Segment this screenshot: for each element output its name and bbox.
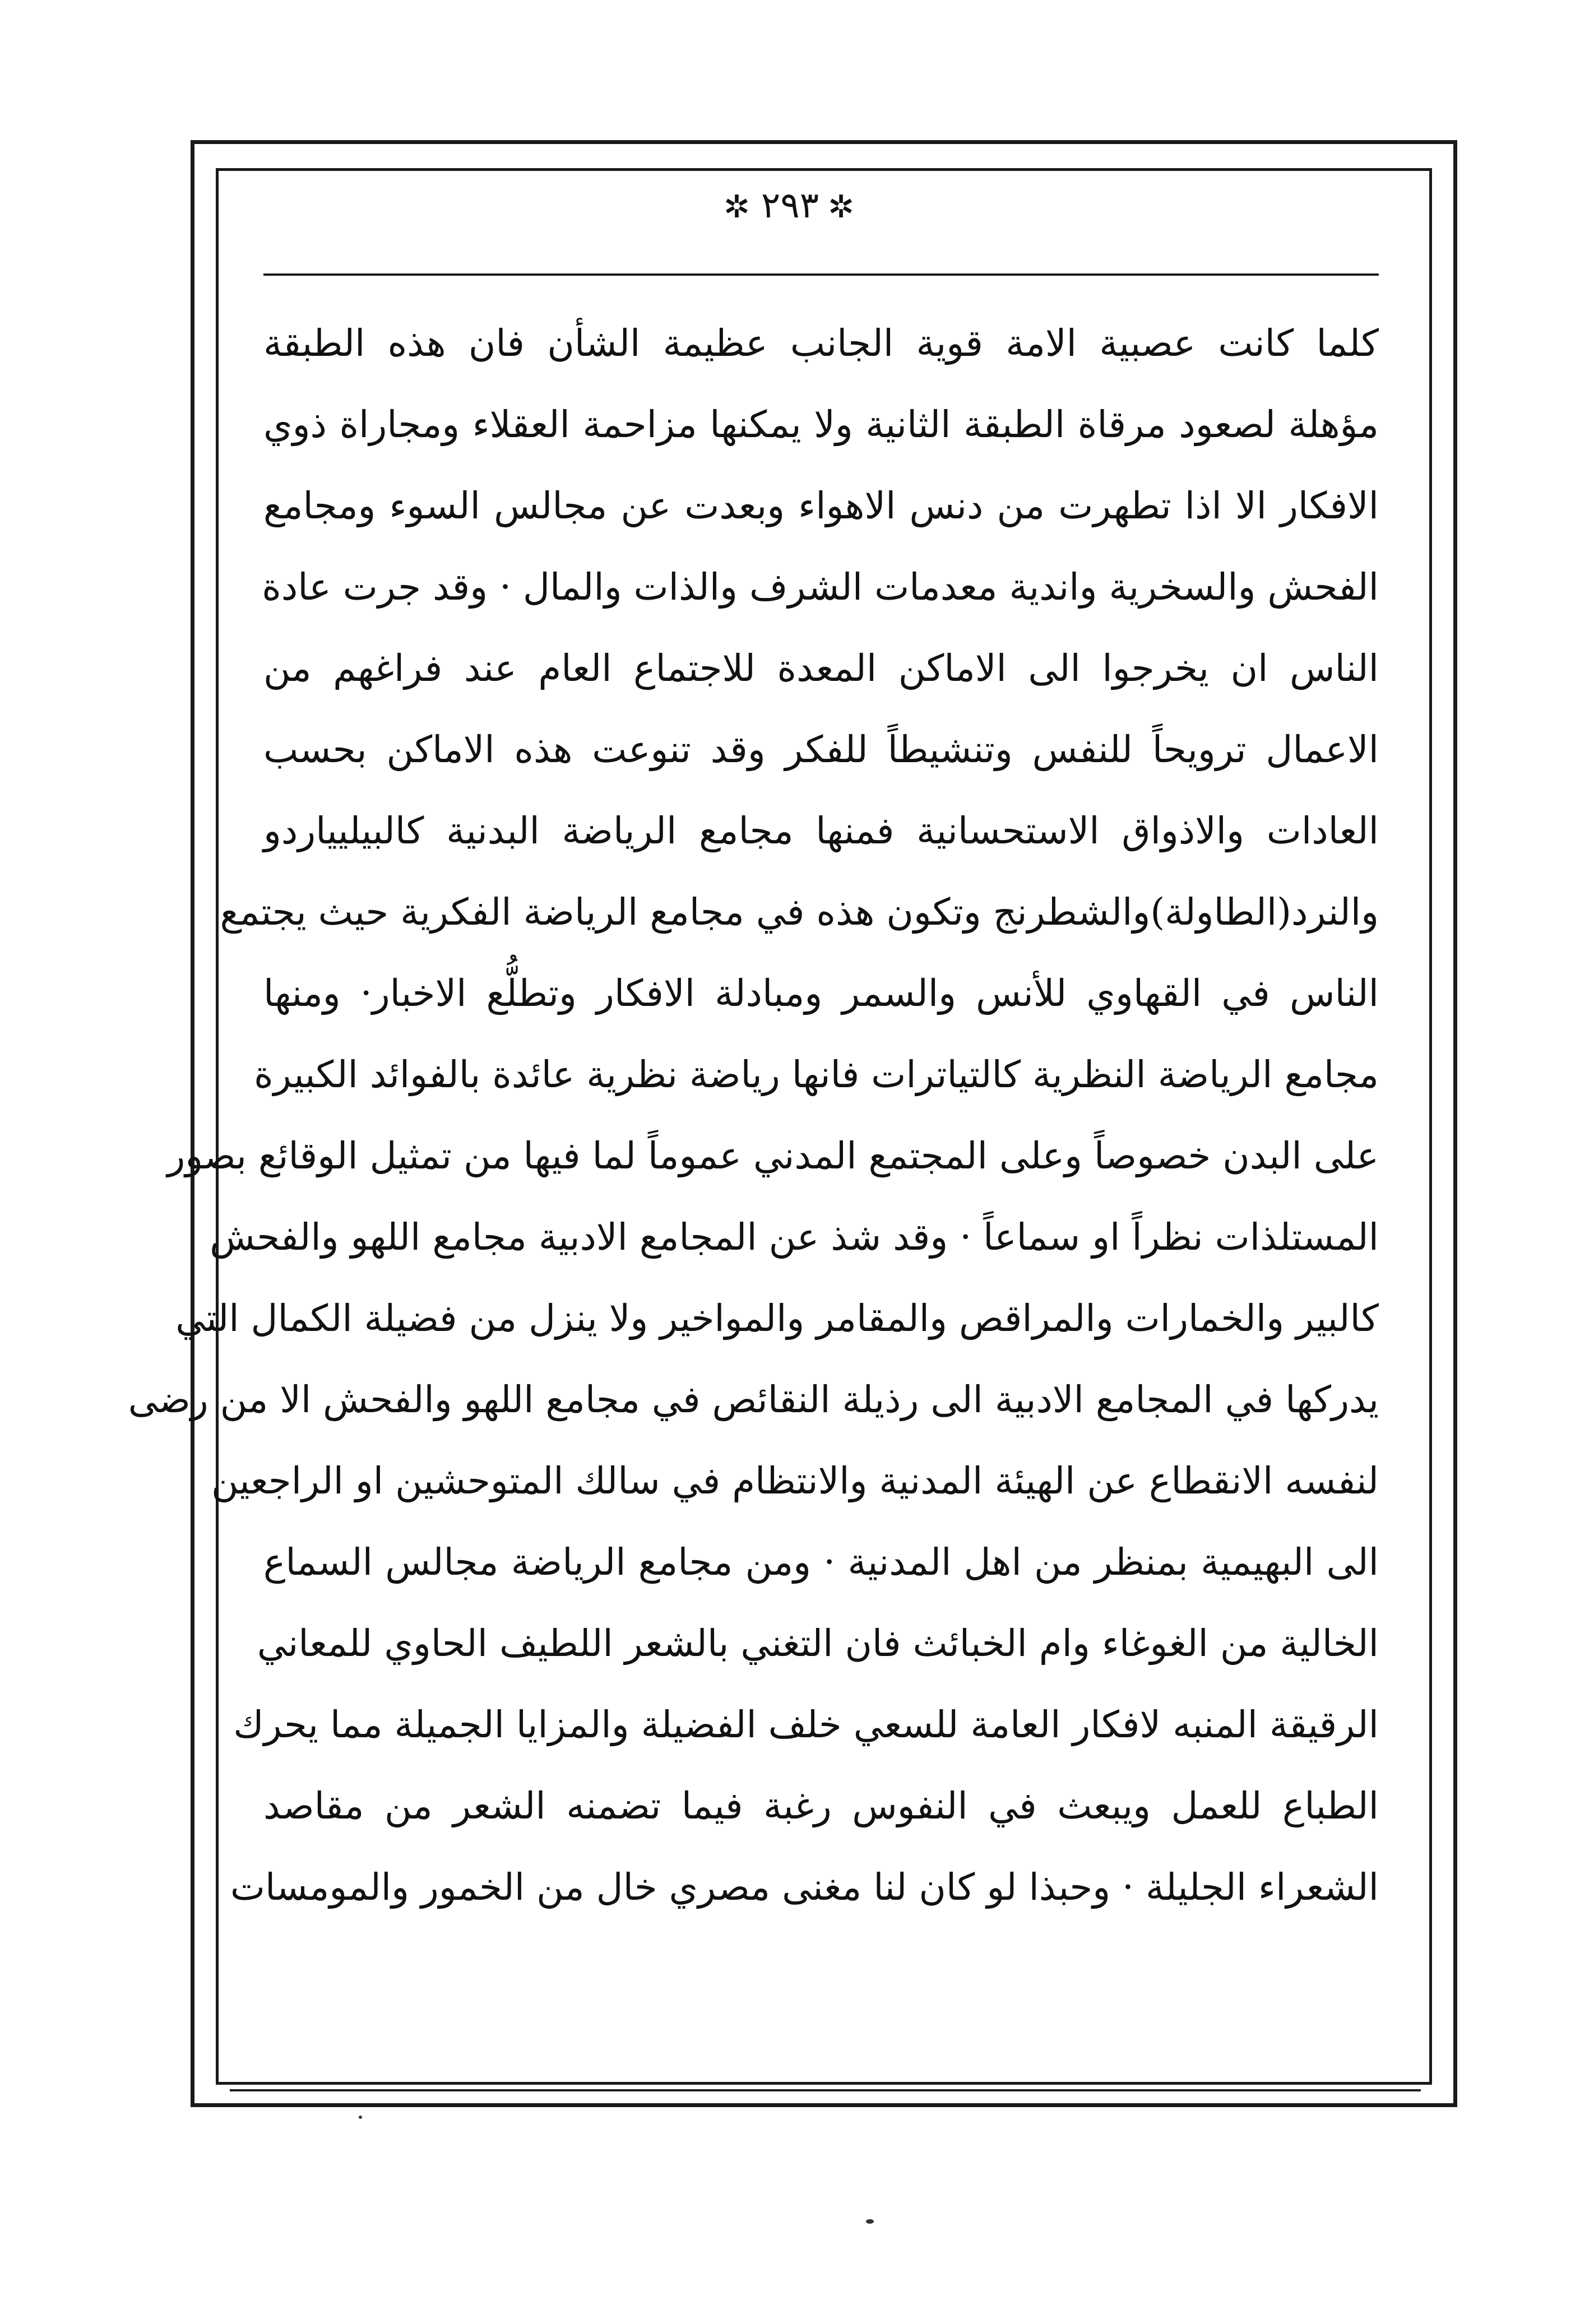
bottom-rule <box>230 2089 1421 2091</box>
text-line: كالبير والخمارات والمراقص والمقامر والمواخير ولا ينزل من فضيلة الكمال التي <box>175 1297 1379 1340</box>
text-line: الافكار الا اذا تطهرت من دنس الاهواء وبعدت عن مجالس السوء ومجامع <box>263 484 1379 527</box>
scan-speck <box>866 2219 874 2224</box>
text-line: الفحش والسخرية واندية معدمات الشرف والذات والمال · وقد جرت عادة <box>262 565 1379 609</box>
text-line: لنفسه الانقطاع عن الهيئة المدنية والانتظام في سالك المتوحشين او الراجعين <box>211 1459 1379 1502</box>
text-line: على البدن خصوصاً وعلى المجتمع المدني عموماً لما فيها من تمثيل الوقائع بصور <box>167 1134 1379 1177</box>
text-line: الطباع للعمل ويبعث في النفوس رغبة فيما تضمنه الشعر من مقاصد <box>263 1784 1379 1827</box>
ornament-left-icon: ✲ <box>724 189 752 225</box>
text-line: الشعراء الجليلة · وحبذا لو كان لنا مغنى مصري خال من الخمور والمومسات <box>230 1866 1379 1909</box>
text-line: الناس في القهاوي للأنس والسمر ومبادلة الافكار وتطلُّع الاخبار· ومنها <box>263 972 1379 1015</box>
body-text <box>128 303 1379 1928</box>
page-number: ٢٩٣ <box>761 185 819 226</box>
text-line: يدركها في المجامع الادبية الى رذيلة النقائص في مجامع اللهو والفحش الا من رضى <box>128 1378 1379 1421</box>
text-line: الناس ان يخرجوا الى الاماكن المعدة للاجتماع العام عند فراغهم من <box>263 647 1379 690</box>
ornament-right-icon: ✲ <box>828 189 856 225</box>
text-line: العادات والاذواق الاستحسانية فمنها مجامع الرياضة البدنية كالبيليياردو <box>263 809 1379 852</box>
text-line: الاعمال ترويحاً للنفس وتنشيطاً للفكر وقد تنوعت هذه الاماكن بحسب <box>263 728 1379 771</box>
text-line: والنرد(الطاولة)والشطرنج وتكون هذه في مجامع الرياضة الفكرية حيث يجتمع <box>220 890 1379 934</box>
text-line: مجامع الرياضة النظرية كالتياترات فانها رياضة نظرية عائدة بالفوائد الكبيرة <box>254 1053 1379 1096</box>
text-line: كلما كانت عصبية الامة قوية الجانب عظيمة الشأن فان هذه الطبقة <box>263 322 1379 365</box>
text-line: الخالية من الغوغاء وام الخبائث فان التغني بالشعر اللطيف الحاوي للمعاني <box>257 1622 1379 1665</box>
page-header <box>0 185 1580 226</box>
text-line: المستلذات نظراً او سماعاً · وقد شذ عن المجامع الادبية مجامع اللهو والفحش <box>210 1216 1379 1259</box>
text-line: الى البهيمية بمنظر من اهل المدنية · ومن مجامع الرياضة مجالس السماع <box>263 1541 1379 1584</box>
header-rule <box>263 273 1379 276</box>
text-line: مؤهلة لصعود مرقاة الطبقة الثانية ولا يمكنها مزاحمة العقلاء ومجاراة ذوي <box>263 403 1379 446</box>
text-line: الرقيقة المنبه لافكار العامة للسعي خلف الفضيلة والمزايا الجميلة مما يحرك <box>233 1703 1379 1746</box>
scan-speck <box>359 2116 362 2119</box>
